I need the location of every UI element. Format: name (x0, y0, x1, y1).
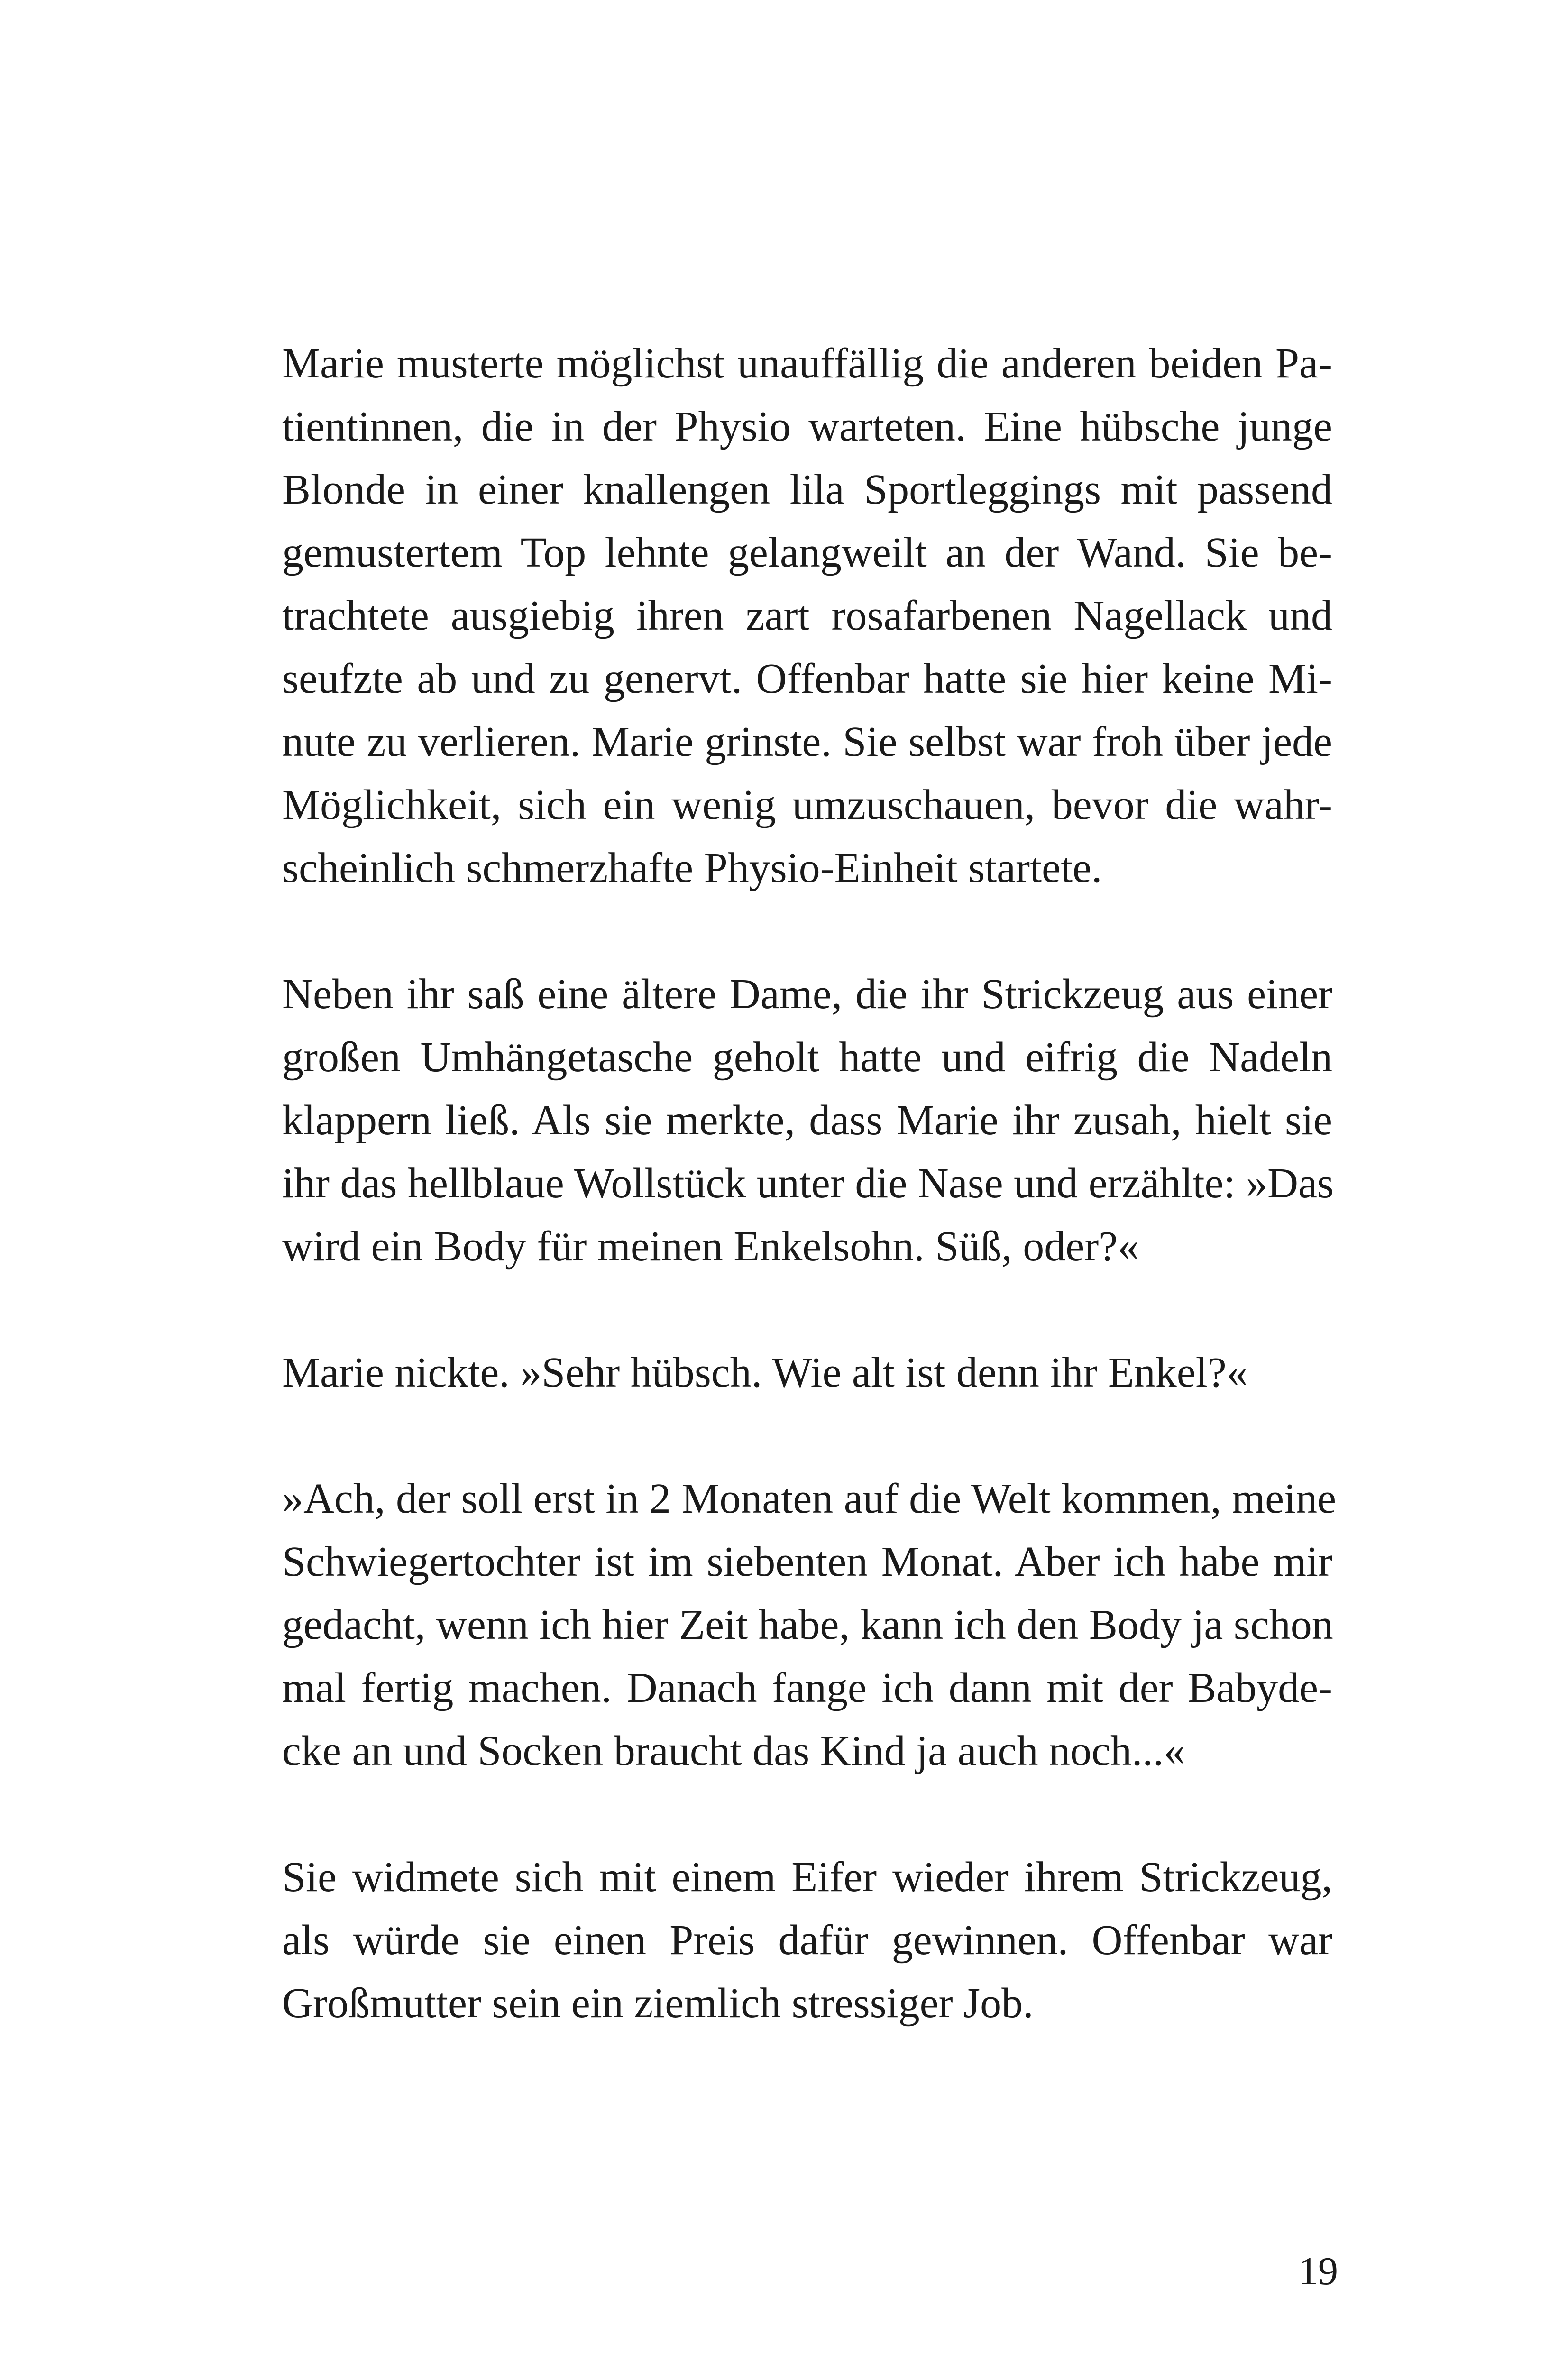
text-line: Marie nickte. »Sehr hübsch. Wie alt ist denn ihr Enkel?« (282, 1349, 1248, 1396)
text-line: »Ach, der soll erst in 2 Monaten auf die Welt kommen, meine (282, 1475, 1337, 1522)
text-line: scheinlich schmerzhafte Physio-Einheit startete. (282, 845, 1102, 891)
text-line: wird ein Body für meinen Enkelsohn. Süß, oder?« (282, 1223, 1139, 1270)
text-line: Großmutter sein ein ziemlich stressiger Job. (282, 1980, 1034, 2027)
text-line: cke an und Socken braucht das Kind ja auch noch...« (282, 1728, 1185, 1774)
body-text (282, 332, 1337, 2035)
text-line: nute zu verlieren. Marie grinste. Sie selbst war froh über jede (282, 718, 1332, 765)
paragraph-gap (282, 1783, 1332, 1846)
text-line: klappern ließ. Als sie merkte, dass Marie ihr zusah, hielt sie (282, 1097, 1332, 1144)
text-line: Blonde in einer knallengen lila Sportleggings mit passend (282, 466, 1332, 513)
paragraph-4 (282, 1467, 1337, 1783)
text-line: gemustertem Top lehnte gelangweilt an der Wand. Sie be- (282, 529, 1332, 576)
text-line: tientinnen, die in der Physio warteten. Eine hübsche junge (282, 403, 1332, 450)
text-line: Schwiegertochter ist im siebenten Monat. Aber ich habe mir (282, 1538, 1332, 1585)
text-line: gedacht, wenn ich hier Zeit habe, kann ich den Body ja schon (282, 1601, 1333, 1648)
text-line: seufzte ab und zu genervt. Offenbar hatte sie hier keine Mi- (282, 655, 1332, 702)
paragraph-5 (282, 1846, 1332, 2035)
paragraph-3 (282, 1341, 1332, 1404)
text-line: Sie widmete sich mit einem Eifer wieder ihrem Strickzeug, (282, 1854, 1332, 1901)
paragraph-gap (282, 1278, 1332, 1341)
text-line: als würde sie einen Preis dafür gewinnen. Offenbar war (282, 1917, 1332, 1964)
paragraph-gap (282, 1404, 1332, 1467)
text-line: ihr das hellblaue Wollstück unter die Nase und erzählte: »Das (282, 1160, 1334, 1207)
paragraph-1 (282, 332, 1332, 900)
text-line: mal fertig machen. Danach fange ich dann mit der Babyde- (282, 1664, 1332, 1711)
text-line: Neben ihr saß eine ältere Dame, die ihr Strickzeug aus einer (282, 971, 1332, 1018)
paragraph-2 (282, 963, 1332, 1278)
text-line: trachtete ausgiebig ihren zart rosafarbenen Nagellack und (282, 592, 1332, 639)
text-line: großen Umhängetasche geholt hatte und eifrig die Nadeln (282, 1034, 1332, 1081)
text-line: Marie musterte möglichst unauffällig die anderen beiden Pa- (282, 340, 1332, 387)
paragraph-gap (282, 900, 1332, 963)
text-line: Möglichkeit, sich ein wenig umzuschauen, bevor die wahr- (282, 781, 1332, 828)
page-number: 19 (1298, 2249, 1338, 2293)
